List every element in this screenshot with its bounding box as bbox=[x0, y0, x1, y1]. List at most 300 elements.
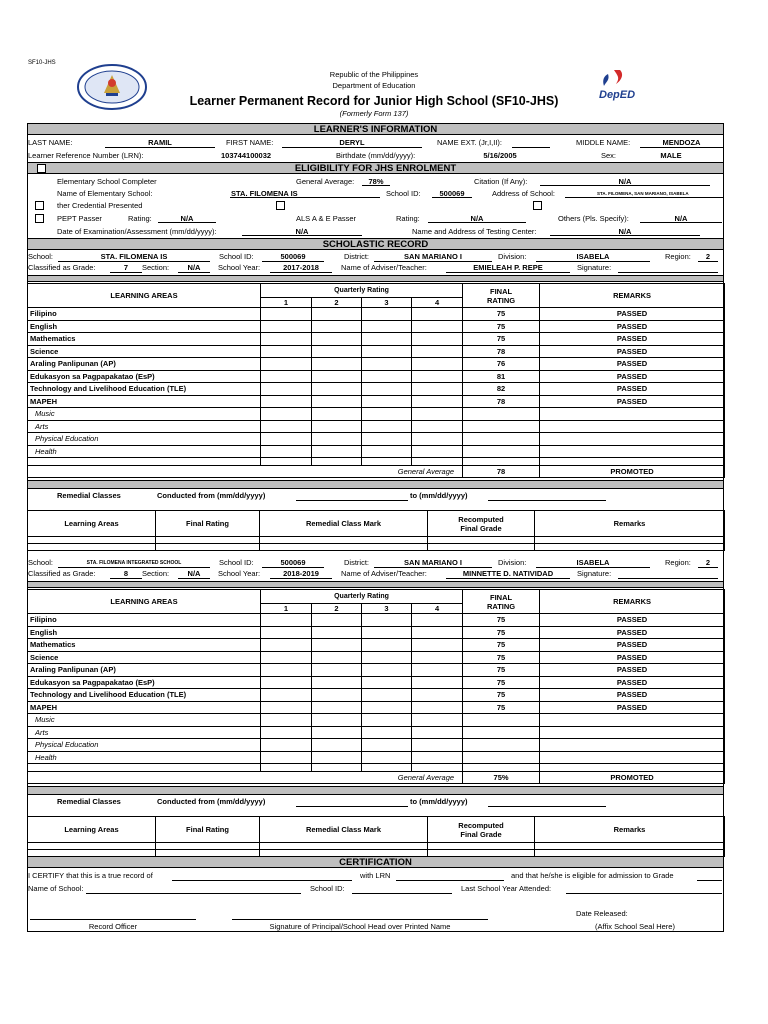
final-rating-cell[interactable]: 75 bbox=[463, 701, 540, 714]
elem-school-id-value[interactable]: 500069 bbox=[439, 189, 465, 198]
mapeh-component: Music bbox=[28, 714, 261, 727]
empty-cell[interactable] bbox=[412, 420, 463, 433]
empty-cell[interactable] bbox=[156, 537, 260, 544]
empty-cell bbox=[463, 458, 540, 466]
remedial-table bbox=[27, 816, 725, 857]
empty-cell[interactable] bbox=[362, 408, 412, 421]
general-average-label: General Average bbox=[28, 466, 463, 478]
empty-cell[interactable] bbox=[540, 433, 725, 446]
exam-date-value[interactable]: N/A bbox=[295, 227, 309, 236]
remarks-cell[interactable]: PASSED bbox=[540, 308, 725, 321]
empty-cell[interactable] bbox=[412, 408, 463, 421]
learner-info-band bbox=[27, 123, 724, 135]
final-rating-cell[interactable]: 75 bbox=[463, 333, 540, 346]
quarter-3-cell[interactable] bbox=[362, 639, 412, 652]
empty-cell[interactable] bbox=[261, 420, 312, 433]
empty-cell bbox=[362, 764, 412, 772]
als-checkbox[interactable] bbox=[276, 201, 285, 210]
empty-cell[interactable] bbox=[540, 739, 725, 752]
quarter-1-cell[interactable] bbox=[261, 358, 312, 371]
grade-value[interactable]: 8 bbox=[123, 569, 129, 578]
empty-cell[interactable] bbox=[312, 739, 362, 752]
division-label: Division: bbox=[498, 558, 527, 567]
table-row bbox=[28, 739, 725, 752]
remarks-cell[interactable]: PASSED bbox=[540, 370, 725, 383]
table-row bbox=[28, 664, 725, 677]
final-rating-cell[interactable]: 82 bbox=[463, 383, 540, 396]
final-rating-cell[interactable]: 75 bbox=[463, 639, 540, 652]
final-rating-cell[interactable]: 75 bbox=[463, 689, 540, 702]
empty-cell bbox=[28, 764, 261, 772]
empty-cell[interactable] bbox=[261, 739, 312, 752]
gen-avg-value[interactable]: 78% bbox=[368, 177, 384, 186]
record-officer-label: Record Officer bbox=[88, 922, 138, 931]
empty-cell[interactable] bbox=[261, 751, 312, 764]
empty-cell[interactable] bbox=[463, 714, 540, 727]
remarks-cell[interactable]: PASSED bbox=[540, 676, 725, 689]
table-row bbox=[28, 614, 725, 627]
rem-class-mark-header: Remedial Class Mark bbox=[260, 817, 428, 843]
quarter-2-cell[interactable] bbox=[312, 395, 362, 408]
certification-band bbox=[27, 856, 724, 868]
school-value[interactable]: STA. FILOMENA IS bbox=[100, 252, 168, 261]
quarter-1-cell[interactable] bbox=[261, 701, 312, 714]
district-label: District: bbox=[344, 558, 369, 567]
grades-table bbox=[27, 589, 725, 784]
empty-cell[interactable] bbox=[261, 726, 312, 739]
remarks-cell[interactable]: PASSED bbox=[540, 320, 725, 333]
final-rating-cell[interactable]: 76 bbox=[463, 358, 540, 371]
rem-final-rating-header: Final Rating bbox=[156, 817, 260, 843]
empty-cell[interactable] bbox=[540, 420, 725, 433]
final-rating-cell[interactable]: 81 bbox=[463, 370, 540, 383]
quarter-2-cell[interactable] bbox=[312, 689, 362, 702]
empty-cell[interactable] bbox=[260, 544, 428, 551]
remarks-cell[interactable]: PASSED bbox=[540, 614, 725, 627]
recomputed-line1: Recomputed bbox=[458, 820, 504, 830]
quarter-4-cell[interactable] bbox=[412, 664, 463, 677]
quarter-1-cell[interactable] bbox=[261, 320, 312, 333]
page-title: Learner Permanent Record for Junior High School (SF10-JHS) bbox=[189, 94, 559, 108]
quarterly-rating-header: Quarterly Rating bbox=[261, 590, 463, 604]
quarter-3-cell[interactable] bbox=[362, 345, 412, 358]
remarks-cell[interactable]: PASSED bbox=[540, 639, 725, 652]
empty-cell[interactable] bbox=[540, 408, 725, 421]
empty-cell[interactable] bbox=[428, 537, 535, 544]
mapeh-component: Health bbox=[28, 751, 261, 764]
quarter-2-cell[interactable] bbox=[312, 345, 362, 358]
with-lrn-label: with LRN bbox=[360, 871, 391, 880]
quarter-1-cell[interactable] bbox=[261, 308, 312, 321]
school-year-value[interactable]: 2017-2018 bbox=[283, 263, 319, 272]
quarter-3-cell[interactable] bbox=[362, 664, 412, 677]
quarter-4-cell[interactable] bbox=[412, 689, 463, 702]
quarter-3-cell[interactable] bbox=[362, 689, 412, 702]
other-credential-checkbox[interactable] bbox=[35, 201, 44, 210]
record-separator bbox=[27, 275, 724, 282]
district-label: District: bbox=[344, 252, 369, 261]
page-subtitle: (Formerly Form 137) bbox=[339, 109, 409, 118]
sex-value[interactable]: MALE bbox=[660, 151, 682, 160]
final-rating-cell[interactable]: 75 bbox=[463, 676, 540, 689]
quarter-3-cell[interactable] bbox=[362, 651, 412, 664]
final-rating-cell[interactable]: 75 bbox=[463, 651, 540, 664]
affix-seal-label: (Affix School Seal Here) bbox=[595, 922, 675, 931]
empty-cell[interactable] bbox=[463, 739, 540, 752]
school-id-value[interactable]: 500069 bbox=[280, 558, 306, 567]
empty-cell[interactable] bbox=[463, 726, 540, 739]
rem-final-rating-header: Final Rating bbox=[156, 511, 260, 537]
empty-cell bbox=[463, 764, 540, 772]
als-rating-value[interactable]: N/A bbox=[470, 214, 484, 223]
school-id-value[interactable]: 500069 bbox=[280, 252, 306, 261]
quarter-1-cell[interactable] bbox=[261, 689, 312, 702]
empty-cell[interactable] bbox=[540, 751, 725, 764]
rem-remarks-header: Remarks bbox=[535, 511, 725, 537]
table-row bbox=[28, 676, 725, 689]
empty-cell[interactable] bbox=[412, 433, 463, 446]
recomputed-header bbox=[428, 511, 535, 537]
empty-cell[interactable] bbox=[428, 843, 535, 850]
table-row bbox=[28, 639, 725, 652]
conducted-to-label: to (mm/dd/yyyy) bbox=[410, 491, 468, 500]
empty-cell[interactable] bbox=[463, 751, 540, 764]
recomputed-line1: Recomputed bbox=[458, 514, 504, 524]
empty-cell[interactable] bbox=[463, 433, 540, 446]
empty-cell[interactable] bbox=[261, 433, 312, 446]
address-value[interactable]: STA. FILOMENA, SAN MARIANO, ISABELA bbox=[597, 191, 689, 196]
empty-cell[interactable] bbox=[312, 751, 362, 764]
quarter-1-cell[interactable] bbox=[261, 370, 312, 383]
quarterly-rating-header: Quarterly Rating bbox=[261, 284, 463, 298]
empty-cell[interactable] bbox=[28, 537, 156, 544]
quarter-3-cell[interactable] bbox=[362, 626, 412, 639]
form-code: SF10-JHS bbox=[28, 60, 56, 66]
quarter-3-cell[interactable] bbox=[362, 358, 412, 371]
quarter-2-cell[interactable] bbox=[312, 614, 362, 627]
school-year-value[interactable]: 2018-2019 bbox=[283, 569, 319, 578]
empty-cell[interactable] bbox=[535, 843, 725, 850]
remarks-cell[interactable]: PASSED bbox=[540, 664, 725, 677]
empty-cell[interactable] bbox=[463, 420, 540, 433]
last-name-value[interactable]: RAMIL bbox=[148, 138, 172, 147]
empty-cell[interactable] bbox=[28, 544, 156, 551]
table-row bbox=[28, 320, 725, 333]
quarter-4-cell[interactable] bbox=[412, 651, 463, 664]
empty-cell[interactable] bbox=[463, 408, 540, 421]
division-label: Division: bbox=[498, 252, 527, 261]
quarter-2-cell[interactable] bbox=[312, 626, 362, 639]
table-row bbox=[28, 370, 725, 383]
remarks-header: REMARKS bbox=[540, 284, 725, 308]
empty-cell[interactable] bbox=[428, 544, 535, 551]
middle-name-label: MIDDLE NAME: bbox=[576, 138, 631, 147]
empty-cell[interactable] bbox=[28, 843, 156, 850]
quarter-1-cell[interactable] bbox=[261, 345, 312, 358]
deped-logo-icon bbox=[598, 68, 636, 104]
empty-cell[interactable] bbox=[260, 843, 428, 850]
other-credential-label: ther Credential Presented bbox=[57, 201, 143, 210]
quarter-4-header: 4 bbox=[412, 298, 463, 308]
subject-name: MAPEH bbox=[28, 395, 261, 408]
pept-rating-value[interactable]: N/A bbox=[180, 214, 194, 223]
empty-cell[interactable] bbox=[261, 445, 312, 458]
empty-cell[interactable] bbox=[312, 714, 362, 727]
subject-name: Technology and Livelihood Education (TLE) bbox=[28, 383, 261, 396]
quarter-2-cell[interactable] bbox=[312, 664, 362, 677]
remarks-cell[interactable]: PASSED bbox=[540, 395, 725, 408]
empty-cell[interactable] bbox=[535, 544, 725, 551]
quarter-2-cell[interactable] bbox=[312, 358, 362, 371]
quarter-1-cell[interactable] bbox=[261, 614, 312, 627]
table-row bbox=[28, 420, 725, 433]
table-row bbox=[28, 689, 725, 702]
quarter-2-cell[interactable] bbox=[312, 333, 362, 346]
remarks-cell[interactable]: PASSED bbox=[540, 358, 725, 371]
remedial-header-row bbox=[28, 511, 725, 537]
quarter-4-cell[interactable] bbox=[412, 676, 463, 689]
empty-cell[interactable] bbox=[412, 714, 463, 727]
quarter-1-header: 1 bbox=[261, 604, 312, 614]
remedial-table bbox=[27, 510, 725, 551]
empty-cell[interactable] bbox=[260, 537, 428, 544]
quarter-1-cell[interactable] bbox=[261, 333, 312, 346]
quarter-3-cell[interactable] bbox=[362, 320, 412, 333]
quarter-3-header: 3 bbox=[362, 298, 412, 308]
quarter-3-cell[interactable] bbox=[362, 676, 412, 689]
empty-cell[interactable] bbox=[312, 408, 362, 421]
final-rating-cell[interactable]: 75 bbox=[463, 626, 540, 639]
certification-heading: CERTIFICATION bbox=[339, 857, 412, 868]
table-row bbox=[28, 626, 725, 639]
general-remarks-value[interactable]: PROMOTED bbox=[540, 466, 725, 478]
division-value[interactable]: ISABELA bbox=[576, 252, 610, 261]
quarter-2-cell[interactable] bbox=[312, 320, 362, 333]
others-checkbox[interactable] bbox=[533, 201, 542, 210]
quarter-2-cell[interactable] bbox=[312, 676, 362, 689]
remarks-cell[interactable]: PASSED bbox=[540, 383, 725, 396]
general-average-value[interactable]: 78 bbox=[463, 466, 540, 478]
lrn-value[interactable]: 103744100032 bbox=[221, 151, 272, 160]
region-value[interactable]: 2 bbox=[705, 252, 711, 261]
quarter-1-cell[interactable] bbox=[261, 639, 312, 652]
school-label: School: bbox=[28, 558, 54, 567]
remarks-cell[interactable]: PASSED bbox=[540, 689, 725, 702]
region-value[interactable]: 2 bbox=[705, 558, 711, 567]
general-average-value[interactable]: 75% bbox=[463, 772, 540, 784]
empty-cell[interactable] bbox=[312, 433, 362, 446]
testing-center-value[interactable]: N/A bbox=[618, 227, 632, 236]
quarter-4-cell[interactable] bbox=[412, 358, 463, 371]
learner-info-heading: LEARNER'S INFORMATION bbox=[313, 124, 438, 135]
quarter-2-cell[interactable] bbox=[312, 308, 362, 321]
adviser-value[interactable]: EMIELEAH P. REPE bbox=[473, 263, 543, 272]
general-average-label: General Average bbox=[28, 772, 463, 784]
grade-value[interactable]: 7 bbox=[123, 263, 129, 272]
district-value[interactable]: SAN MARIANO I bbox=[404, 558, 462, 567]
empty-cell[interactable] bbox=[362, 433, 412, 446]
als-rating-label: Rating: bbox=[396, 214, 420, 223]
quarter-2-cell[interactable] bbox=[312, 370, 362, 383]
general-remarks-value[interactable]: PROMOTED bbox=[540, 772, 725, 784]
quarter-2-cell[interactable] bbox=[312, 651, 362, 664]
empty-cell[interactable] bbox=[261, 714, 312, 727]
subject-name: Mathematics bbox=[28, 639, 261, 652]
empty-cell[interactable] bbox=[156, 843, 260, 850]
quarter-3-cell[interactable] bbox=[362, 614, 412, 627]
adviser-value[interactable]: MINNETTE D. NATIVIDAD bbox=[462, 569, 554, 578]
classified-label: Classified as Grade: bbox=[28, 569, 96, 578]
empty-cell[interactable] bbox=[412, 751, 463, 764]
remedial-separator bbox=[27, 480, 724, 489]
final-rating-cell[interactable]: 75 bbox=[463, 664, 540, 677]
empty-cell[interactable] bbox=[540, 726, 725, 739]
elem-completer-label: Elementary School Completer bbox=[57, 177, 157, 186]
first-name-value[interactable]: DERYL bbox=[339, 138, 365, 147]
remarks-cell[interactable]: PASSED bbox=[540, 626, 725, 639]
subject-name: Edukasyon sa Pagpapakatao (EsP) bbox=[28, 676, 261, 689]
subject-name: English bbox=[28, 320, 261, 333]
elem-completer-checkbox[interactable] bbox=[37, 164, 46, 173]
quarter-2-cell[interactable] bbox=[312, 639, 362, 652]
empty-cell[interactable] bbox=[362, 714, 412, 727]
quarter-4-cell[interactable] bbox=[412, 320, 463, 333]
remarks-cell[interactable]: PASSED bbox=[540, 701, 725, 714]
empty-cell[interactable] bbox=[362, 739, 412, 752]
empty-cell[interactable] bbox=[312, 726, 362, 739]
empty-cell[interactable] bbox=[535, 537, 725, 544]
empty-cell[interactable] bbox=[412, 726, 463, 739]
middle-name-value[interactable]: MENDOZA bbox=[662, 138, 701, 147]
empty-cell[interactable] bbox=[412, 445, 463, 458]
quarter-4-cell[interactable] bbox=[412, 701, 463, 714]
final-rating-cell[interactable]: 75 bbox=[463, 308, 540, 321]
recomputed-header bbox=[428, 817, 535, 843]
remarks-cell[interactable]: PASSED bbox=[540, 345, 725, 358]
quarter-4-cell[interactable] bbox=[412, 626, 463, 639]
quarter-4-cell[interactable] bbox=[412, 333, 463, 346]
citation-label: Citation (If Any): bbox=[474, 177, 528, 186]
empty-cell[interactable] bbox=[261, 408, 312, 421]
empty-cell[interactable] bbox=[540, 714, 725, 727]
mapeh-component: Physical Education bbox=[28, 433, 261, 446]
first-name-label: FIRST NAME: bbox=[226, 138, 274, 147]
quarter-1-cell[interactable] bbox=[261, 395, 312, 408]
final-rating-cell[interactable]: 78 bbox=[463, 395, 540, 408]
empty-cell[interactable] bbox=[362, 751, 412, 764]
recomputed-line2: Final Grade bbox=[460, 523, 502, 533]
quarter-4-cell[interactable] bbox=[412, 345, 463, 358]
signature-label: Signature: bbox=[577, 263, 612, 272]
cert-school-id-label: School ID: bbox=[310, 884, 345, 893]
empty-cell[interactable] bbox=[412, 739, 463, 752]
scholastic-band bbox=[27, 238, 724, 250]
school-value[interactable]: STA. FILOMENA INTEGRATED SCHOOL bbox=[86, 560, 182, 566]
pept-checkbox[interactable] bbox=[35, 214, 44, 223]
district-value[interactable]: SAN MARIANO I bbox=[404, 252, 462, 261]
final-rating-cell[interactable]: 75 bbox=[463, 614, 540, 627]
others-value[interactable]: N/A bbox=[674, 214, 688, 223]
elem-school-value[interactable]: STA. FILOMENA IS bbox=[231, 189, 298, 198]
section-value[interactable]: N/A bbox=[187, 569, 201, 578]
quarter-1-cell[interactable] bbox=[261, 626, 312, 639]
remarks-cell[interactable]: PASSED bbox=[540, 651, 725, 664]
quarter-4-cell[interactable] bbox=[412, 383, 463, 396]
quarter-3-cell[interactable] bbox=[362, 308, 412, 321]
general-average-row bbox=[28, 772, 725, 784]
table-row bbox=[28, 408, 725, 421]
empty-cell[interactable] bbox=[362, 420, 412, 433]
quarter-4-cell[interactable] bbox=[412, 395, 463, 408]
others-label: Others (Pls. Specify): bbox=[558, 214, 629, 223]
quarter-4-cell[interactable] bbox=[412, 370, 463, 383]
empty-cell[interactable] bbox=[362, 726, 412, 739]
rem-remarks-header: Remarks bbox=[535, 817, 725, 843]
citation-value[interactable]: N/A bbox=[618, 177, 632, 186]
quarter-2-cell[interactable] bbox=[312, 383, 362, 396]
remedial-header-row bbox=[28, 817, 725, 843]
empty-cell[interactable] bbox=[540, 445, 725, 458]
section-value[interactable]: N/A bbox=[187, 263, 201, 272]
quarter-1-cell[interactable] bbox=[261, 664, 312, 677]
scholastic-heading: SCHOLASTIC RECORD bbox=[322, 239, 429, 250]
empty-cell bbox=[362, 458, 412, 466]
empty-cell[interactable] bbox=[312, 445, 362, 458]
table-row bbox=[28, 764, 725, 772]
quarter-4-cell[interactable] bbox=[412, 308, 463, 321]
quarter-3-cell[interactable] bbox=[362, 395, 412, 408]
quarter-2-cell[interactable] bbox=[312, 701, 362, 714]
quarter-1-cell[interactable] bbox=[261, 651, 312, 664]
quarter-1-cell[interactable] bbox=[261, 383, 312, 396]
quarter-1-cell[interactable] bbox=[261, 676, 312, 689]
school-id-label: School ID: bbox=[219, 252, 254, 261]
final-rating-cell[interactable]: 78 bbox=[463, 345, 540, 358]
quarter-4-cell[interactable] bbox=[412, 639, 463, 652]
quarter-3-cell[interactable] bbox=[362, 383, 412, 396]
table-row bbox=[28, 726, 725, 739]
empty-cell[interactable] bbox=[156, 544, 260, 551]
division-value[interactable]: ISABELA bbox=[576, 558, 610, 567]
quarter-3-cell[interactable] bbox=[362, 701, 412, 714]
remarks-cell[interactable]: PASSED bbox=[540, 333, 725, 346]
table-row bbox=[28, 458, 725, 466]
birthdate-value[interactable]: 5/16/2005 bbox=[483, 151, 517, 160]
date-released-label: Date Released: bbox=[576, 909, 628, 918]
rem-learning-areas-header: Learning Areas bbox=[28, 511, 156, 537]
remedial-classes-label: Remedial Classes bbox=[57, 797, 121, 806]
sex-label: Sex: bbox=[601, 151, 617, 160]
final-rating-line2: RATING bbox=[486, 601, 516, 611]
empty-cell[interactable] bbox=[463, 445, 540, 458]
school-label: School: bbox=[28, 252, 54, 261]
final-rating-cell[interactable]: 75 bbox=[463, 320, 540, 333]
empty-cell bbox=[312, 764, 362, 772]
table-row bbox=[28, 701, 725, 714]
empty-cell[interactable] bbox=[312, 420, 362, 433]
birthdate-label: Birthdate (mm/dd/yyyy): bbox=[336, 151, 416, 160]
table-row bbox=[28, 751, 725, 764]
quarter-2-header: 2 bbox=[312, 298, 362, 308]
als-label: ALS A & E Passer bbox=[296, 214, 357, 223]
certify-text: I CERTIFY that this is a true record of bbox=[28, 871, 153, 880]
quarter-3-cell[interactable] bbox=[362, 333, 412, 346]
quarter-3-cell[interactable] bbox=[362, 370, 412, 383]
testing-center-label: Name and Address of Testing Center: bbox=[412, 227, 537, 236]
department-line: Department of Education bbox=[332, 81, 416, 90]
empty-cell[interactable] bbox=[362, 445, 412, 458]
quarter-4-cell[interactable] bbox=[412, 614, 463, 627]
